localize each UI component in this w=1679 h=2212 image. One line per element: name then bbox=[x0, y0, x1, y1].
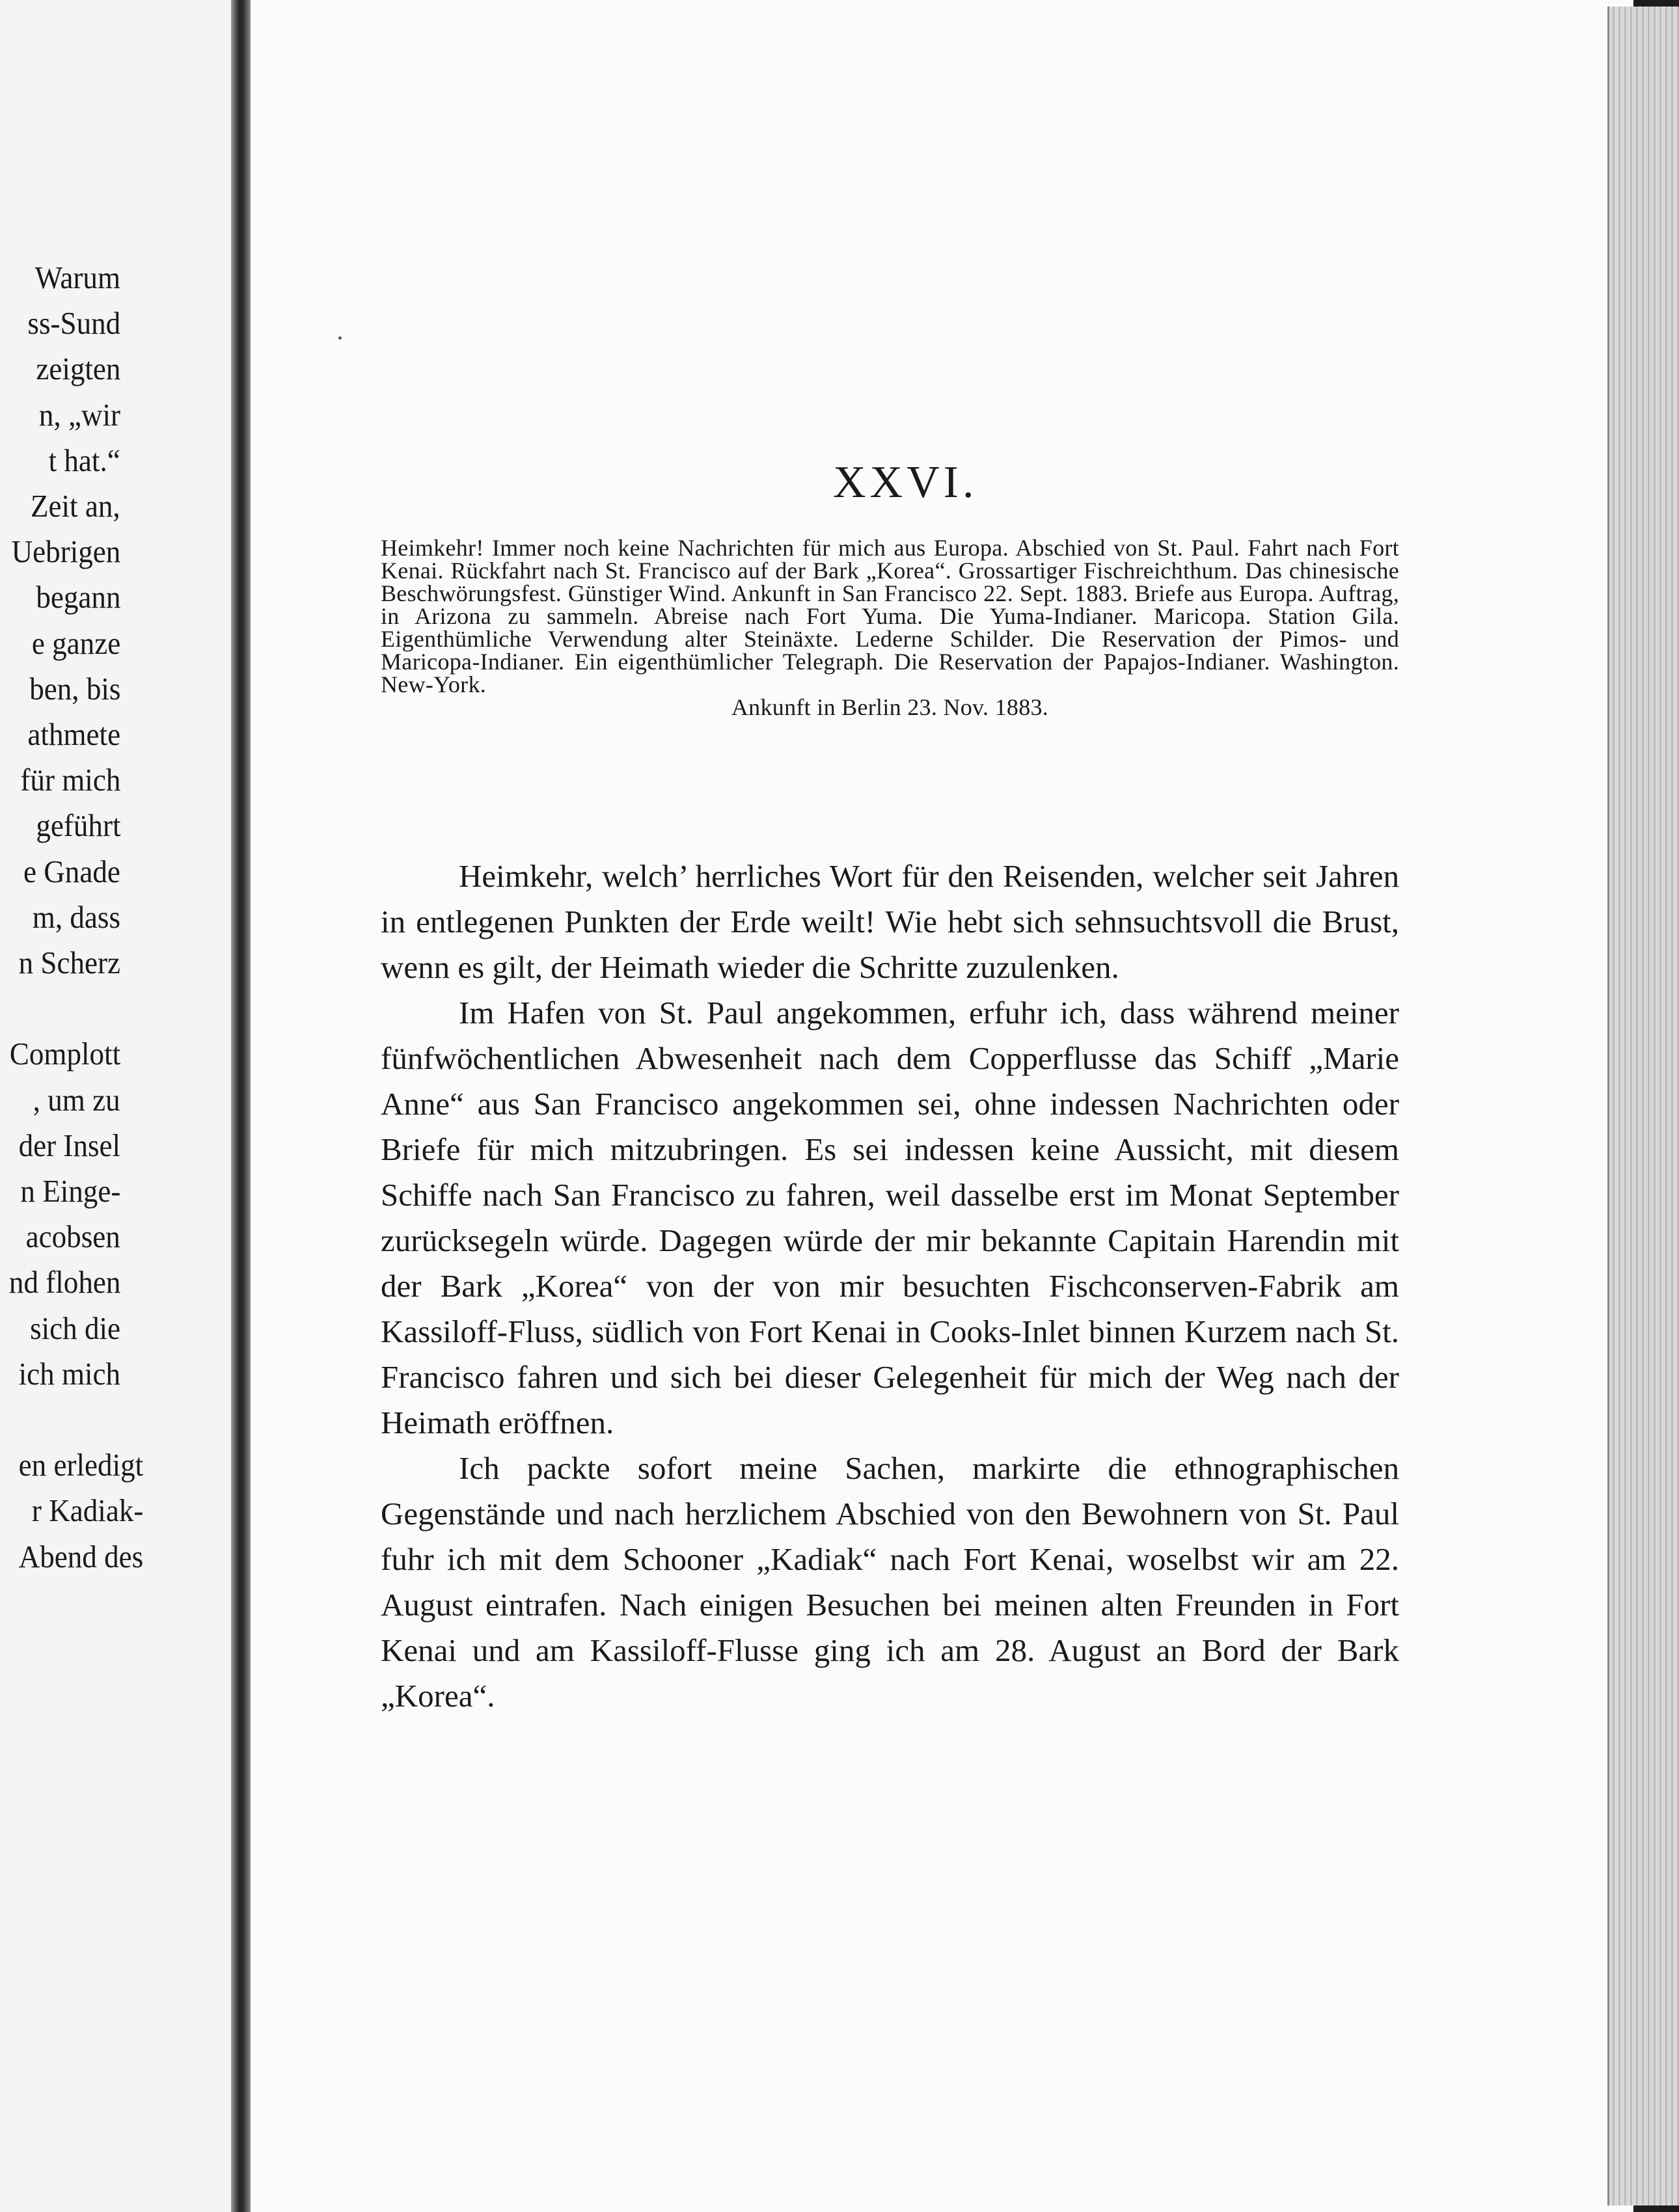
left-page-line: t hat.“ bbox=[48, 442, 120, 478]
left-page-line: ich mich bbox=[18, 1355, 120, 1392]
left-page-line: Abend des bbox=[18, 1538, 143, 1574]
left-page-line: zeigten bbox=[35, 351, 120, 387]
left-page-line: Complott bbox=[9, 1036, 120, 1072]
left-page-line: e Gnade bbox=[23, 853, 120, 889]
left-page bbox=[0, 0, 231, 2212]
paragraph: Heimkehr, welch’ herrliches Wort für den Reisenden, welcher seit Jahren in entlegenen Punkten der Erde weilt! Wie hebt sich sehnsuchtsvoll die Brust, wenn es gilt, der Heimath wieder die Schritte zuzulenken. bbox=[381, 858, 1399, 985]
page-speck bbox=[338, 336, 342, 340]
left-page-line: nd flohen bbox=[8, 1264, 120, 1301]
body-text bbox=[381, 854, 1399, 1719]
left-page-line: ss-Sund bbox=[27, 305, 120, 342]
book-gutter bbox=[231, 0, 251, 2212]
paragraph: Im Hafen von St. Paul angekommen, erfuhr ich, dass während meiner fünfwöchentlichen Abwesenheit nach dem Copperflusse das Schiff „Marie Anne“ aus San Francisco angekommen sei, ohne indessen Nachrichten oder Briefe für mich mitzubringen. Es sei indessen keine Aussicht, mit diesem Schiffe nach San Francisco zu fahren, weil dasselbe erst im Monat September zurücksegeln würde. Dagegen würde der mir bekannte Capitain Harendin mit der Bark „Korea“ von der von mir besuchten Fischconserven-Fabrik am Kassiloff-Fluss, südlich von Fort Kenai in Cooks-Inlet binnen Kurzem nach St. Francisco fahren und sich bei dieser Gelegenheit für mich der Weg nach der Heimath eröffnen. bbox=[381, 995, 1399, 1440]
chapter-summary bbox=[381, 537, 1399, 719]
left-page-line: r Kadiak- bbox=[31, 1492, 143, 1529]
left-page-line: Warum bbox=[34, 260, 120, 295]
chapter-summary-last-line: Ankunft in Berlin 23. Nov. 1883. bbox=[731, 694, 1049, 720]
left-page-line: geführt bbox=[35, 807, 120, 844]
left-page-line: n Einge- bbox=[20, 1173, 120, 1209]
left-page-line: ben, bis bbox=[29, 670, 120, 707]
left-page-line: begann bbox=[35, 579, 120, 615]
left-page-line: acobsen bbox=[25, 1219, 120, 1255]
left-page-line: e ganze bbox=[31, 625, 120, 661]
left-page-line: Zeit an, bbox=[31, 488, 120, 524]
left-page-line: der Insel bbox=[18, 1127, 120, 1163]
left-page-line: sich die bbox=[30, 1310, 120, 1346]
left-page-line: , um zu bbox=[33, 1081, 120, 1118]
chapter-number: XXVI. bbox=[833, 457, 978, 507]
page-edges bbox=[1607, 7, 1679, 2205]
left-page-line: athmete bbox=[27, 716, 120, 752]
chapter-summary-text: Heimkehr! Immer noch keine Nachrichten für mich aus Europa. Abschied von St. Paul. Fahrt nach Fort Kenai. Rückfahrt nach St. Francisco auf der Bark „Korea“. Grossartiger Fischreichthum. Das chinesische Beschwörungsfest. Günstiger Wind. Ankunft in San Francisco 22. Sept. 1883. Briefe aus Europa. Auftrag, in Arizona zu sammeln. Abreise nach Fort Yuma. Die Yuma-Indianer. Maricopa. Station Gila. Eigenthümliche Verwendung alter Steinäxte. Lederne Schilder. Die Reservation der Pimos- und Maricopa-Indianer. Ein eigenthümlicher Telegraph. Die Reservation der Papajos-Indianer. Washington. New-York. bbox=[381, 535, 1399, 697]
left-page-line: en erledigt bbox=[18, 1447, 143, 1483]
left-page-line: n, „wir bbox=[38, 396, 120, 433]
left-page-line: für mich bbox=[20, 762, 120, 798]
paragraph: Ich packte sofort meine Sachen, markirte die ethnographischen Gegenstände und nach herzlichem Abschied von den Bewohnern von St. Paul fuhr ich mit dem Schooner „Kadiak“ nach Fort Kenai, woselbst wir am 22. August eintrafen. Nach einigen Besuchen bei meinen alten Freunden in Fort Kenai und am Kassiloff-Flusse ging ich am 28. August an Bord der Bark „Korea“. bbox=[381, 1450, 1399, 1714]
left-page-line: n Scherz bbox=[18, 945, 120, 980]
left-page-line: m, dass bbox=[32, 898, 120, 935]
left-page-line: Uebrigen bbox=[11, 533, 120, 570]
